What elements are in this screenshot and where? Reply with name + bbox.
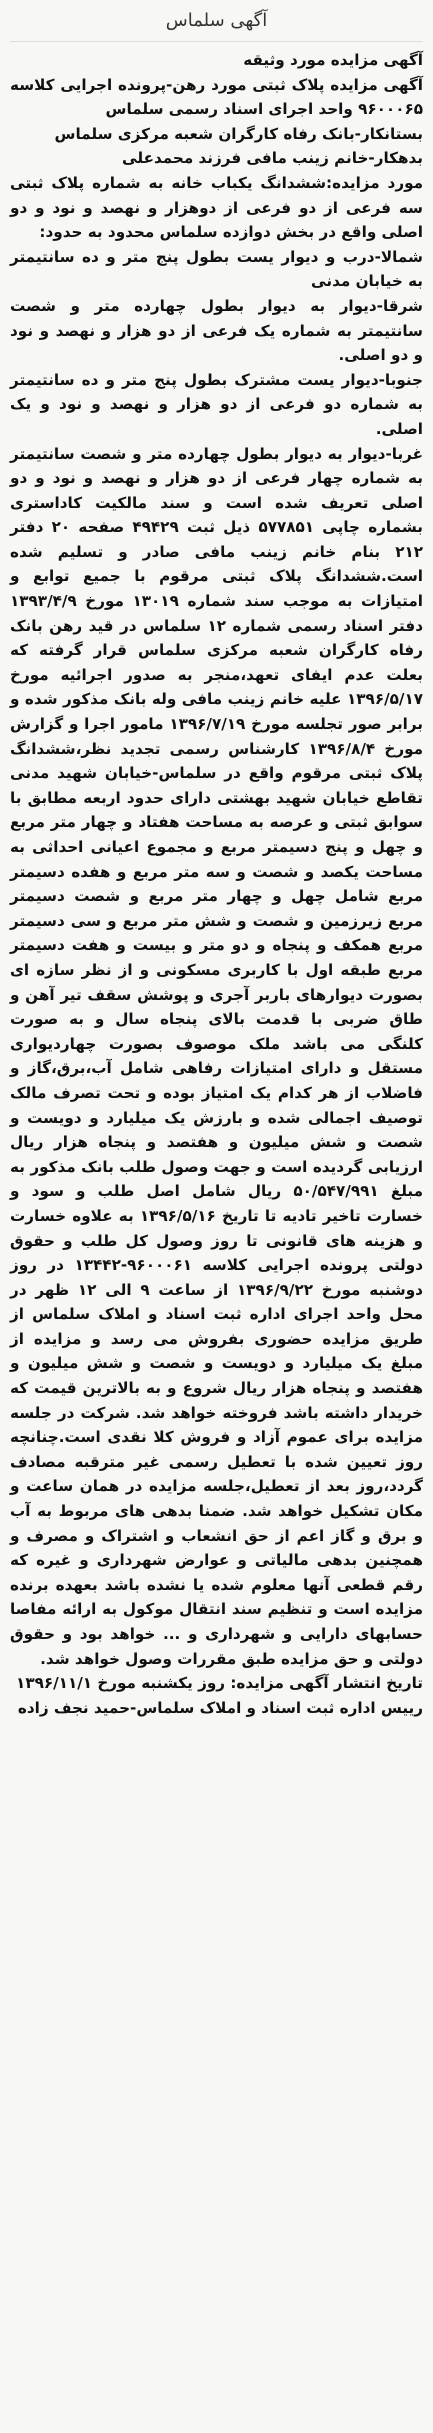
notice-subject: آگهی مزایده پلاک ثبتی مورد رهن-پرونده اجرایی کلاسه ۹۶۰۰۰۶۵ واحد اجرای اسناد رسمی سلماس — [10, 75, 423, 119]
publication-date: تاریخ انتشار آگهی مزایده: روز یکشنبه مورخ ۱۳۹۶/۱۱/۱ — [16, 1674, 423, 1693]
auction-item-paragraph: مورد مزایده:ششدانگ یکباب خانه به شماره پلاک ثبتی سه فرعی از دو فرعی از دوهزار و نهصد و نود و دو اصلی واقع در بخش دوازده سلماس محدود به حدود: — [10, 173, 423, 242]
west-boundary-and-details: غربا-دیوار به دیوار بطول چهارده متر و شصت سانتیمتر به شماره چهار فرعی از دو هزار و نهصد و نود و دو اصلی تعریف شده است و سند مالکیت کاداستری بشماره چاپی ۵۷۷۸۵۱ ذیل ثبت ۴۹۴۲۹ صفحه ۲۰ دفتر ۲۱۲ بنام خانم زینب مافی صادر و تسلیم شده است.ششدانگ پلاک ثبتی مرقوم با جمیع توابع و امتیازات به موجب سند شماره ۱۳۰۱۹ مورخ ۱۳۹۳/۴/۹ دفتر اسناد رسمی شماره ۱۲ سلماس در قید رهن بانک رفاه کارگران شعبه مرکزی سلماس قرار گرفته که بعلت عدم ایفای تعهد،منجر به صدور اجرائیه مورخ ۱۳۹۶/۵/۱۷ علیه خانم زینب مافی وله بانک مذکور شده و برابر صور تجلسه مورخ ۱۳۹۶/۷/۱۹ مامور اجرا و گزارش مورخ ۱۳۹۶/۸/۴ کارشناس رسمی تجدید نظر،ششدانگ پلاک ثبتی مرقوم واقع در سلماس-خیابان شهید مدنی تقاطع خیابان شهید بهشتی دارای حدود اربعه مطابق با سوابق ثبتی و عرصه به مساحت هفتاد و چهار متر مربع و چهل و پنج دسیمتر مربع و مجموع اعیانی احداثی به مساحت یکصد و شصت و سه متر مربع و هفده دسیمتر مربع شامل چهل و چهار متر مربع و شصت دسیمتر مربع زیرزمین و شصت و شش متر مربع و سی دسیمتر مربع همکف و پنجاه و دو متر و بیست و هفت دسیمتر مربع طبقه اول با کاربری مسکونی و از نظر سازه ای بصورت دیوارهای باربر آجری و پوشش سقف تیر آهن و طاق ضربی با قدمت بالای پنجاه سال و به صورت کلنگی می باشد ملک موصوف بصورت چهاردیواری مستقل و دارای امتیازات رفاهی شامل آب،برق،گاز و فاضلاب از هر کدام یک امتیاز بوده و تحت تصرف مالک توصیف اجمالی شده و بارزش یک میلیارد و دویست و شصت و شش میلیون و هفتصد و پنجاه هزار ریال ارزیابی گردیده است و جهت وصول طلب بانک مذکور به مبلغ ۵۰/۵۴۷/۹۹۱ ریال شامل اصل طلب و سود و خسارت تاخیر تادیه تا تاریخ ۱۳۹۶/۵/۱۶ به علاوه خسارت و هزینه های قانونی تا روز وصول کل طلب و حقوق دولتی پرونده اجرایی کلاسه ۹۶۰۰۰۶۱-۱۳۴۴۲ در روز دوشنبه مورخ ۱۳۹۶/۹/۲۲ از ساعت ۹ الی ۱۲ ظهر در محل واحد اجرای اداره ثبت اسناد و املاک سلماس از طریق مزایده حضوری بفروش می رسد و مزایده از مبلغ یک میلیارد و دویست و شصت و شش میلیون و هفتصد و پنجاه هزار ریال شروع و به بالاترین قیمت که خریدار داشته باشد فروخته خواهد شد. شرکت در جلسه مزایده برای عموم آزاد و فروش کلا نقدی است.چنانچه روز تعیین شده با تعطیل رسمی غیر مترقبه مصادف گردد،روز بعد از تعطیل،جلسه مزایده در همان ساعت و مکان تشکیل خواهد شد. ضمنا بدهی های مربوط به آب و برق و گاز اعم از حق انشعاب و اشتراک و مصرف و همچنین بدهی مالیاتی و عوارض شهرداری و غیره که رقم قطعی آنها معلوم شده یا نشده باشد بعهده برنده مزایده است و تنظیم سند انتقال موکول به ارائه مفاصا حسابهای دارایی و شهرداری و ... خواهد بود و حقوق دولتی و حق مزایده طبق مقررات وصول خواهد شد. — [10, 444, 424, 1668]
signatory: رییس اداره ثبت اسناد و املاک سلماس-حمید نجف زاده — [17, 1698, 423, 1717]
notice-title: آگهی مزایده مورد وثیقه — [243, 51, 423, 69]
south-boundary: جنوبا-دیوار یست مشترک بطول پنج متر و ده سانتیمتر به شماره دو فرعی از دو هزار و نهصد و نود و یک اصلی. — [10, 370, 423, 438]
creditor-line: بستانکار-بانک رفاه کارگران شعبه مرکزی سلماس — [54, 124, 423, 143]
notice-body — [10, 48, 423, 1720]
publication-header: آگهی سلماس — [10, 4, 423, 42]
east-boundary: شرقا-دیوار به دیوار بطول چهارده متر و شصت سانتیمتر به شماره یک فرعی از دو هزار و نهصد و نود و دو اصلی. — [10, 296, 423, 365]
north-boundary: شمالا-درب و دیوار یست بطول پنج متر و ده سانتیمتر به خیابان مدنی — [10, 247, 423, 291]
debtor-line: بدهکار-خانم زینب مافی فرزند محمدعلی — [122, 149, 423, 168]
